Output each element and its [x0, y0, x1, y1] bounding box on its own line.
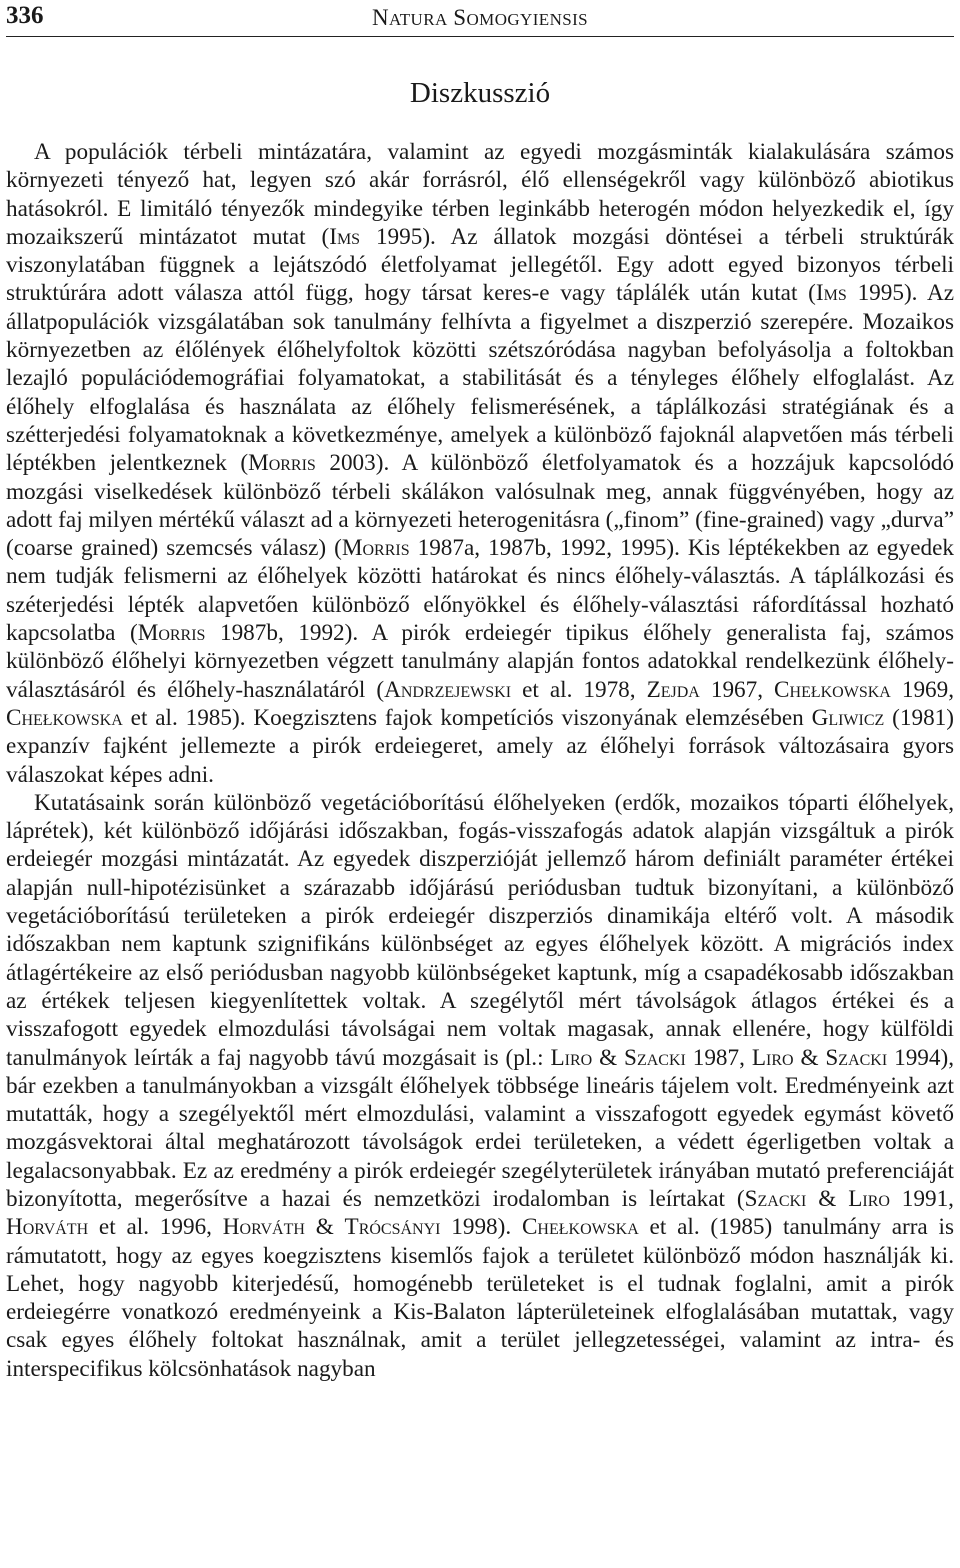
page: [6, 0, 954, 1568]
running-head: [6, 0, 954, 37]
page-number: 336: [6, 2, 44, 29]
paragraph-1: A populációk térbeli mintázatára, valamint az egyedi mozgásminták kialakulására számos környezeti tényező hat, legyen szó akár forrásról, élő ellenségekről vagy különböző abiotikus hatásokról. E limitáló tényezők mindegyike térben leginkább heterogén módon helyezkedik el, így mozaikszerű mintázatot mutat (Ims 1995). Az állatok mozgási döntései a térbeli struktúrák viszonylatában függnek a lejátszódó életfolyamat jellegétől. Egy adott egyed bizonyos térbeli struktúrára adott válasza attól függ, hogy társat keres-e vagy táplálék után kutat (Ims 1995). Az állatpopulációk vizsgálatában sok tanulmány felhívta a figyelmet a diszperzió szerepére. Mozaikos környezetben az élőlények élőhelyfoltok közötti szétszóródása nagyban befolyásolja a foltokban lezajló populációdemográfiai folyamatokat, a stabilitását és a tényleges élőhely elfoglalást. Az élőhely elfoglalása és használata az élőhely felismerésének, a táplálkozási stratégiának és a szétterjedési folyamatoknak a következménye, amelyek a különböző fajoknál alapvetően más térbeli léptékben jelentkeznek (Morris 2003). A különböző életfolyamatok és a hozzájuk kapcsolódó mozgási viselkedések különböző térbeli skálákon valósulnak meg, annak függvényében, hogy az adott faj milyen mértékű választ ad a környezeti heterogenitásra („finom” (fine-grained) vagy „durva” (coarse grained) szemcsés válasz) (Morris 1987a, 1987b, 1992, 1995). Kis léptékekben az egyedek nem tudják felismerni az élőhelyek közötti határokat és nincs élőhely-választás. A táplálkozási és széterjedési lépték alapvetően különböző előnyökkel és élőhely-választási ráfordítással hozható kapcsolatba (Morris 1987b, 1992). A pirók erdeiegér tipikus élőhely generalista faj, számos különböző élőhelyi környezetben végzett tanulmány alapján fontos adatokkal rendelkezünk élőhely-választásáról és élőhely-használatáról (Andrzejewski et al. 1978, Zejda 1967, Chełkowska 1969, Chełkowska et al. 1985). Koegzisztens fajok kompetíciós viszonyának elemzésében Gliwicz (1981) expanzív fajként jellemezte a pirók erdeiegeret, amely az élőhelyi források változásaira gyors válaszokat képes adni.: [6, 139, 955, 788]
section-title: Diszkusszió: [409, 77, 551, 109]
journal-title: NATURA SOMOGYIENSIS: [371, 5, 589, 30]
paragraph-2: Kutatásaink során különböző vegetációborítású élőhelyeken (erdők, mozaikos tóparti élőhelyek, láprétek), két különböző időjárási időszakban, fogás-visszafogás adatok alapján vizsgáltuk a pirók erdeiegér mozgási mintázatát. Az egyedek diszperzióját jellemző három definiált paraméter értékei alapján null-hipotézisünket a szárazabb időjárású periódusban tudtuk bizonyítani, a különböző vegetációborítású területeken a pirók erdeiegér diszperziós dinamikája eltérő volt. A második időszakban nem kaptunk szignifikáns különbséget az egyes élőhelyek között. A migrációs index átlagértékeire az első periódusban nagyobb különbségeket kaptunk, míg a csapadékosabb időszakban az értékek teljesen kiegyenlítettek voltak. A szegélytől mért távolságok átlagos értékei és a visszafogott egyedek elmozdulási távolságai nem voltak magasak, annak ellenére, hogy külföldi tanulmányok leírták a faj nagyobb távú mozgásait is (pl.: Liro & Szacki 1987, Liro & Szacki 1994), bár ezekben a tanulmányokban a vizsgált élőhelyek többsége lineáris tájelem volt. Eredményeink azt mutatták, hogy a szegélyektől mért elmozdulási, valamint a visszafogott egyedek egymást követő mozgásvektorai által meghatározott távolságok erdei területeken, a védett égerligetben voltak a legalacsonyabbak. Ez az eredmény a pirók erdeiegér szegélyterületek irányában mutató preferenciáját bizonyította, megerősítve a hazai és nemzetközi irodalomban is leírtakat (Szacki & Liro 1991, Horváth et al. 1996, Horváth & Trócsányi 1998). Chełkowska et al. (1985) tanulmány arra is rámutatott, hogy az egyes koegzisztens kisemlős fajok a területet különböző módon használják ki. Lehet, hogy nagyobb kiterjedésű, homogénebb területeket is el tudnak foglalni, amit a pirók erdeiegérre vonatkozó eredményeink a Kis-Balaton lápterületeinek elfoglalásában mutattak, vagy csak egyes élőhely foltokat használnak, amit a terület jellegzetességei, valamint az intra- és interspecifikus kölcsönhatások nagyban: [6, 789, 954, 1382]
